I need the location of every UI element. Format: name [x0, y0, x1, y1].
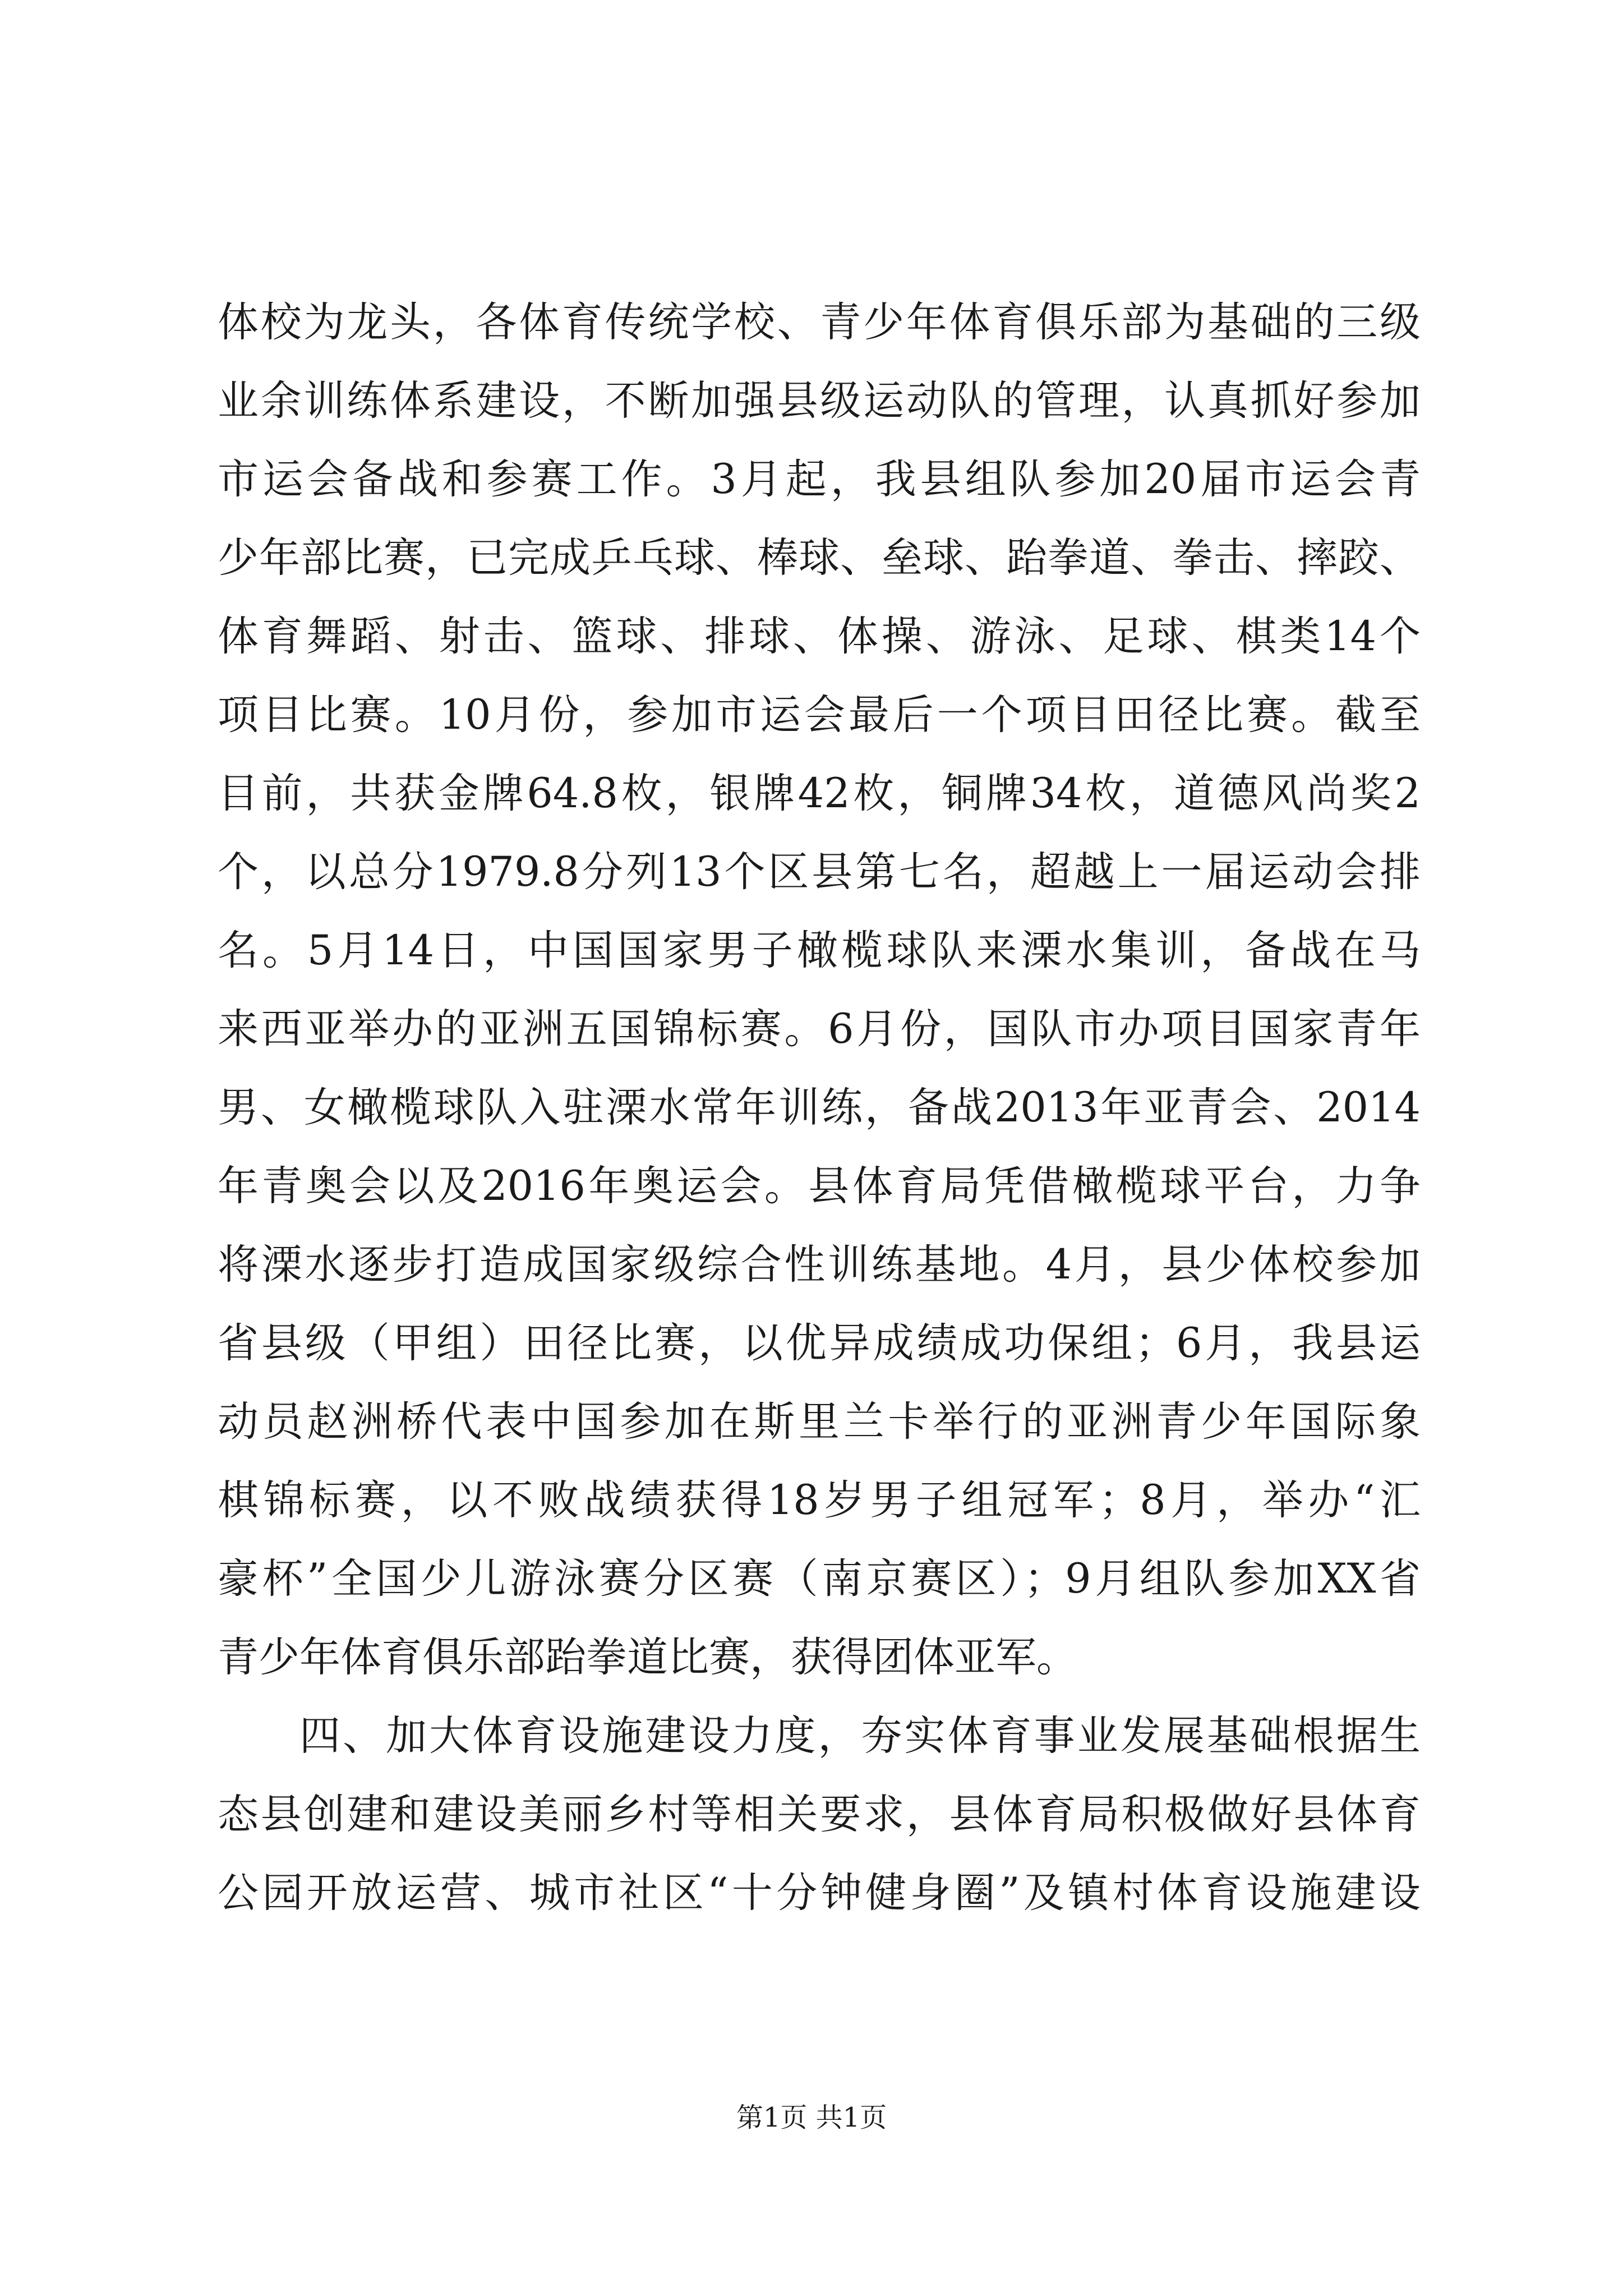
text-line: 年青奥会以及2016年奥运会。县体育局凭借橄榄球平台，力争 [218, 1162, 1421, 1210]
text-line: 男、女橄榄球队入驻溧水常年训练，备战2013年亚青会、2014 [218, 1084, 1421, 1131]
text-line: 豪杯”全国少儿游泳赛分区赛（南京赛区）；9月组队参加XX省 [218, 1555, 1421, 1603]
text-line: 名。5月14日，中国国家男子橄榄球队来溧水集训，备战在马 [218, 927, 1421, 974]
text-line: 动员赵洲桥代表中国参加在斯里兰卡举行的亚洲青少年国际象 [218, 1398, 1421, 1446]
text-line: 业余训练体系建设，不断加强县级运动队的管理，认真抓好参加 [218, 377, 1421, 425]
text-line: 目前，共获金牌64.8枚，银牌42枚，铜牌34枚，道德风尚奖2 [218, 770, 1421, 817]
text-line: 省县级（甲组）田径比赛，以优异成绩成功保组；6月，我县运 [218, 1319, 1421, 1367]
paragraph-heading-line: 四、加大体育设施建设力度，夯实体育事业发展基础根据生 [299, 1712, 1421, 1760]
text-line: 项目比赛。10月份，参加市运会最后一个项目田径比赛。截至 [218, 691, 1421, 739]
text-line: 将溧水逐步打造成国家级综合性训练基地。4月，县少体校参加 [218, 1241, 1421, 1289]
text-line: 青少年体育俱乐部跆拳道比赛，获得团体亚军。 [218, 1634, 1077, 1681]
text-line: 公园开放运营、城市社区“十分钟健身圈”及镇村体育设施建设 [218, 1869, 1421, 1917]
text-line: 少年部比赛，已完成乒乓球、棒球、垒球、跆拳道、拳击、摔跤、 [218, 534, 1421, 582]
page-number-footer: 第1页 共1页 [736, 2102, 887, 2133]
text-line: 市运会备战和参赛工作。3月起，我县组队参加20届市运会青 [218, 455, 1421, 503]
text-line: 棋锦标赛，以不败战绩获得18岁男子组冠军；8月，举办“汇 [218, 1476, 1421, 1524]
text-line: 体校为龙头，各体育传统学校、青少年体育俱乐部为基础的三级 [218, 298, 1421, 346]
text-line: 体育舞蹈、射击、篮球、排球、体操、游泳、足球、棋类14个 [218, 613, 1421, 660]
text-line: 来西亚举办的亚洲五国锦标赛。6月份，国队市办项目国家青年 [218, 1005, 1421, 1053]
text-line: 态县创建和建设美丽乡村等相关要求，县体育局积极做好县体育 [218, 1791, 1421, 1838]
text-line: 个，以总分1979.8分列13个区县第七名，超越上一届运动会排 [218, 848, 1421, 896]
